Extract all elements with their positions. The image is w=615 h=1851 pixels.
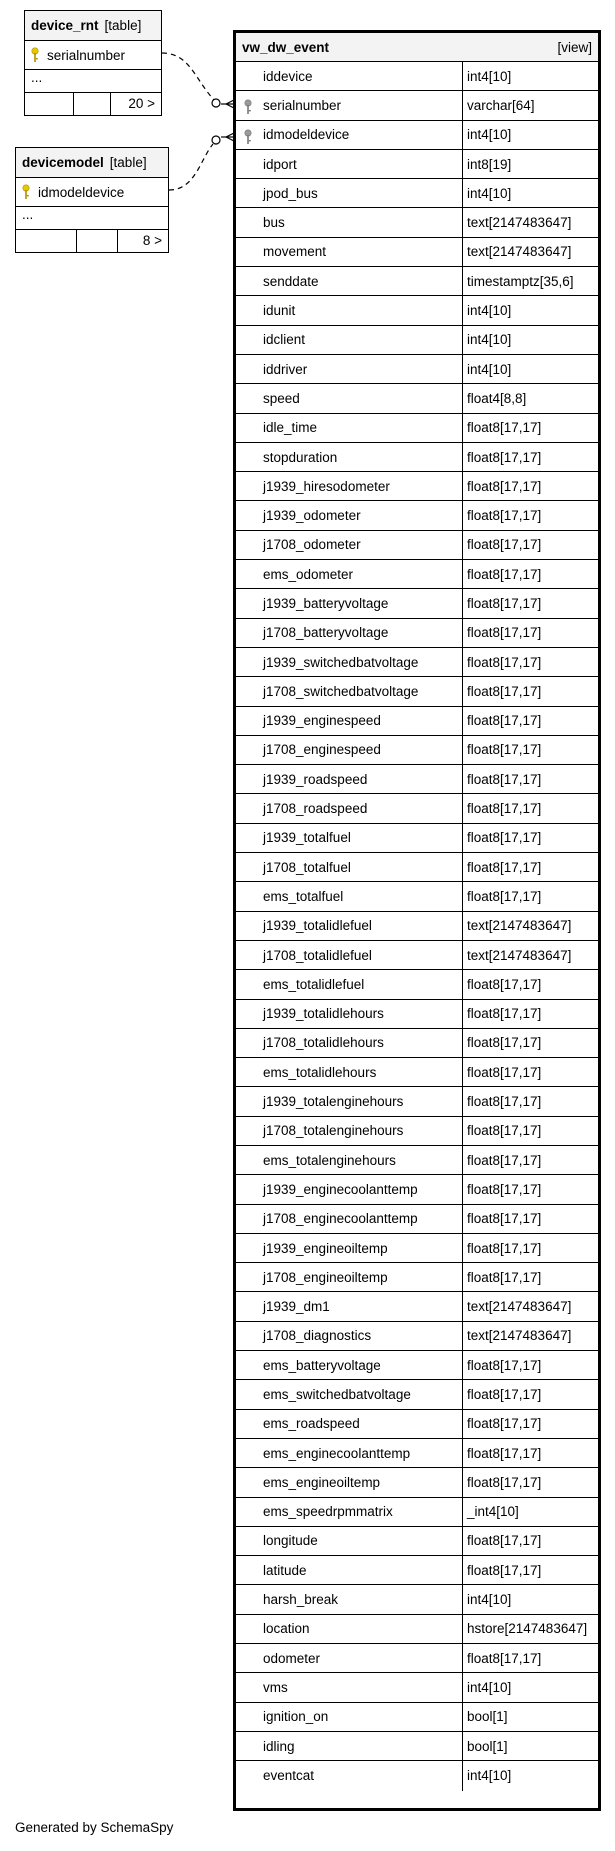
column-name: ems_switchedbatvoltage <box>263 1387 411 1402</box>
table-name: device_rnt <box>31 18 99 33</box>
view-vw-dw-event[interactable] <box>233 30 601 1811</box>
column-name: j1939_engineoiltemp <box>263 1240 388 1256</box>
column-name-cell <box>236 472 463 500</box>
column-type: text[2147483647] <box>467 1299 572 1315</box>
column-row[interactable] <box>236 882 598 911</box>
column-type: float8[17,17] <box>467 1211 542 1227</box>
column-row[interactable] <box>236 62 598 91</box>
column-name: speed <box>263 390 300 406</box>
column-row[interactable] <box>236 1175 598 1204</box>
column-type: _int4[10] <box>467 1504 519 1520</box>
column-row[interactable] <box>236 1087 598 1116</box>
column-name-cell <box>236 882 463 910</box>
column-row[interactable] <box>236 648 598 677</box>
column-type: float8[17,17] <box>467 1650 542 1666</box>
column-row[interactable] <box>236 208 598 237</box>
column-name-cell <box>236 414 463 442</box>
column-row[interactable] <box>236 355 598 384</box>
column-type: float8[17,17] <box>467 1269 542 1285</box>
column-row[interactable] <box>236 501 598 530</box>
column-name: j1708_totalenginehours <box>263 1123 404 1139</box>
column-name: j1708_enginecoolanttemp <box>263 1211 418 1227</box>
column-name: ems_roadspeed <box>263 1416 360 1432</box>
column-name: idunit <box>263 303 296 319</box>
column-type: float8[17,17] <box>467 888 542 904</box>
column-row[interactable] <box>236 794 598 823</box>
column-name: j1939_totalenginehours <box>263 1094 404 1110</box>
foreign-key-icon <box>244 129 252 145</box>
column-row[interactable] <box>236 736 598 765</box>
column-name-cell <box>236 707 463 735</box>
column-type: float8[17,17] <box>467 1240 542 1256</box>
column-row[interactable] <box>236 707 598 736</box>
column-type: float8[17,17] <box>467 742 542 758</box>
column-name-cell <box>236 1556 463 1584</box>
view-type: [view] <box>557 39 592 55</box>
column-type: text[2147483647] <box>467 1328 572 1344</box>
column-row[interactable] <box>236 589 598 618</box>
column-type: varchar[64] <box>467 97 535 113</box>
column-row[interactable] <box>236 443 598 472</box>
column-type: float8[17,17] <box>467 1006 542 1022</box>
column-type: float8[17,17] <box>467 1416 542 1432</box>
column-name: iddriver <box>263 361 308 377</box>
column-row[interactable] <box>236 1058 598 1087</box>
column-row[interactable] <box>236 1644 598 1673</box>
column-row[interactable] <box>236 1351 598 1380</box>
table-footer <box>16 230 168 252</box>
column-name: j1939_dm1 <box>263 1299 330 1315</box>
column-name: movement <box>263 244 327 260</box>
column-name: eventcat <box>263 1768 315 1784</box>
key-column-name: serialnumber <box>47 47 126 63</box>
column-type: text[2147483647] <box>467 244 572 260</box>
column-name-cell <box>236 1205 463 1233</box>
column-type: text[2147483647] <box>467 918 572 934</box>
column-row[interactable] <box>236 912 598 941</box>
column-row[interactable] <box>236 765 598 794</box>
column-name-cell <box>236 150 463 178</box>
column-row[interactable] <box>236 1029 598 1058</box>
column-row[interactable] <box>236 179 598 208</box>
column-type: float8[17,17] <box>467 771 542 787</box>
column-name-cell <box>236 384 463 412</box>
column-name-cell <box>236 1263 463 1291</box>
column-name-cell <box>236 853 463 881</box>
column-row[interactable] <box>236 824 598 853</box>
column-row[interactable] <box>236 1410 598 1439</box>
column-type: float8[17,17] <box>467 1387 542 1402</box>
column-name: j1708_engineoiltemp <box>263 1269 388 1285</box>
column-name: j1708_totalidlehours <box>263 1035 384 1051</box>
column-row[interactable] <box>236 1234 598 1263</box>
column-name: idclient <box>263 332 306 348</box>
column-row[interactable] <box>236 1703 598 1732</box>
column-name: ems_engineoiltemp <box>263 1474 381 1490</box>
column-row[interactable] <box>236 414 598 443</box>
column-type: text[2147483647] <box>467 947 572 963</box>
column-name-cell <box>236 179 463 207</box>
column-row[interactable] <box>236 296 598 325</box>
column-name: ems_enginecoolanttemp <box>263 1445 411 1461</box>
column-type: bool[1] <box>467 1738 508 1754</box>
column-name: j1708_enginespeed <box>263 742 381 758</box>
column-type: float8[17,17] <box>467 654 542 670</box>
children-count: 8 > <box>142 233 162 248</box>
column-row[interactable] <box>236 1498 598 1527</box>
column-row[interactable] <box>236 970 598 999</box>
column-row[interactable] <box>236 1615 598 1644</box>
column-name-cell <box>236 1117 463 1145</box>
table-type: [table] <box>104 18 142 33</box>
table-type: [table] <box>109 155 147 170</box>
column-name-cell <box>236 677 463 705</box>
link-idmodeldevice <box>169 144 213 190</box>
column-type: float8[17,17] <box>467 566 542 582</box>
column-name: ems_totalidlehours <box>263 1064 377 1080</box>
column-row[interactable] <box>236 853 598 882</box>
column-name: ems_odometer <box>263 566 354 582</box>
column-name-cell <box>236 1761 463 1790</box>
column-name-cell <box>236 941 463 969</box>
column-row[interactable] <box>236 326 598 355</box>
column-name: bus <box>263 215 285 231</box>
column-row[interactable] <box>236 384 598 413</box>
column-name: ems_totalidlefuel <box>263 976 365 992</box>
column-name-cell <box>236 1175 463 1203</box>
column-name-cell <box>236 1292 463 1320</box>
column-name: longitude <box>263 1533 318 1549</box>
column-name: idport <box>263 156 297 172</box>
column-row[interactable] <box>236 91 598 120</box>
column-name: odometer <box>263 1650 321 1666</box>
column-type: int4[10] <box>467 1592 512 1608</box>
column-name-cell <box>236 589 463 617</box>
column-name-cell <box>236 501 463 529</box>
column-name-cell <box>236 355 463 383</box>
view-header <box>236 33 598 62</box>
column-name: j1708_odometer <box>263 537 361 553</box>
column-name: j1708_batteryvoltage <box>263 625 389 641</box>
column-type: int4[10] <box>467 68 512 84</box>
column-name-cell <box>236 765 463 793</box>
column-name: j1708_totalfuel <box>263 859 351 875</box>
column-row[interactable] <box>236 238 598 267</box>
link-serialnumber <box>162 53 215 101</box>
column-name: ems_totalfuel <box>263 888 344 904</box>
column-row[interactable] <box>236 1439 598 1468</box>
column-row[interactable] <box>236 1380 598 1409</box>
column-name-cell <box>236 1380 463 1408</box>
more-columns: ... <box>25 70 161 93</box>
column-name: idling <box>263 1738 295 1754</box>
column-name: latitude <box>263 1562 307 1578</box>
column-type: int4[10] <box>467 332 512 348</box>
column-name: jpod_bus <box>263 185 318 201</box>
column-name-cell <box>236 267 463 295</box>
column-row[interactable] <box>236 531 598 560</box>
view-name: vw_dw_event <box>242 39 330 55</box>
column-name: j1939_odometer <box>263 508 361 524</box>
column-name-cell <box>236 1703 463 1731</box>
zero-circle-icon <box>212 99 220 107</box>
column-row[interactable] <box>236 1000 598 1029</box>
column-name-cell <box>236 1322 463 1350</box>
column-row[interactable] <box>236 1146 598 1175</box>
more-columns: ... <box>16 207 168 230</box>
column-name: ems_totalenginehours <box>263 1152 396 1168</box>
column-type: float8[17,17] <box>467 801 542 817</box>
column-row[interactable] <box>236 267 598 296</box>
column-type: hstore[2147483647] <box>467 1621 588 1637</box>
column-name-cell <box>236 296 463 324</box>
column-type: float8[17,17] <box>467 859 542 875</box>
zero-circle-icon <box>212 136 220 144</box>
column-type: float8[17,17] <box>467 713 542 729</box>
column-name: idle_time <box>263 420 318 436</box>
column-name: iddevice <box>263 68 313 84</box>
column-name-cell <box>236 62 463 90</box>
column-name: j1939_enginecoolanttemp <box>263 1181 418 1197</box>
column-name-cell <box>236 794 463 822</box>
column-row[interactable] <box>236 619 598 648</box>
column-name-cell <box>236 1527 463 1555</box>
column-row[interactable] <box>236 1292 598 1321</box>
column-name-cell <box>236 1351 463 1379</box>
column-type: float8[17,17] <box>467 1533 542 1549</box>
column-type: float8[17,17] <box>467 449 542 465</box>
column-type: float8[17,17] <box>467 478 542 494</box>
view-columns <box>236 62 598 1791</box>
column-name-cell <box>236 1234 463 1262</box>
column-type: float8[17,17] <box>467 1123 542 1139</box>
column-name: vms <box>263 1679 288 1695</box>
column-type: float8[17,17] <box>467 830 542 846</box>
column-name-cell <box>236 970 463 998</box>
column-name-cell <box>236 1058 463 1086</box>
column-name-cell <box>236 1732 463 1760</box>
column-type: int4[10] <box>467 1768 512 1784</box>
column-name: ignition_on <box>263 1709 329 1725</box>
column-type: float8[17,17] <box>467 508 542 524</box>
column-row[interactable] <box>236 121 598 150</box>
column-type: float4[8,8] <box>467 390 527 406</box>
column-type: int4[10] <box>467 303 512 319</box>
column-name-cell <box>236 326 463 354</box>
column-row[interactable] <box>236 1468 598 1497</box>
column-type: int4[10] <box>467 1679 512 1695</box>
column-name-cell <box>236 560 463 588</box>
column-type: float8[17,17] <box>467 1445 542 1461</box>
column-name-cell <box>236 1029 463 1057</box>
column-name-cell <box>236 619 463 647</box>
column-type: int8[19] <box>467 156 512 172</box>
column-type: int4[10] <box>467 361 512 377</box>
column-name-cell <box>236 824 463 852</box>
column-row[interactable] <box>236 1673 598 1702</box>
column-name-cell <box>236 91 463 119</box>
column-name-cell <box>236 1410 463 1438</box>
column-type: float8[17,17] <box>467 1064 542 1080</box>
column-row[interactable] <box>236 941 598 970</box>
column-row[interactable] <box>236 150 598 179</box>
column-name-cell <box>236 912 463 940</box>
column-type: float8[17,17] <box>467 625 542 641</box>
column-name-cell <box>236 1000 463 1028</box>
key-column-name: idmodeldevice <box>38 184 125 200</box>
column-name: j1939_roadspeed <box>263 771 368 787</box>
column-row[interactable] <box>236 560 598 589</box>
column-name-cell <box>236 1644 463 1672</box>
column-name-cell <box>236 1615 463 1643</box>
column-type: int4[10] <box>467 127 512 143</box>
column-type: float8[17,17] <box>467 1562 542 1578</box>
column-name-cell <box>236 531 463 559</box>
column-name: j1939_totalidlefuel <box>263 918 372 934</box>
column-name: senddate <box>263 273 319 289</box>
column-name-cell <box>236 1498 463 1526</box>
column-type: float8[17,17] <box>467 420 542 436</box>
column-row[interactable] <box>236 1527 598 1556</box>
column-name: j1939_totalfuel <box>263 830 351 846</box>
column-name-cell <box>236 1585 463 1613</box>
column-type: float8[17,17] <box>467 537 542 553</box>
column-type: int4[10] <box>467 185 512 201</box>
column-type: float8[17,17] <box>467 595 542 611</box>
column-name: ems_batteryvoltage <box>263 1357 381 1373</box>
column-name: ems_speedrpmmatrix <box>263 1504 393 1520</box>
column-row[interactable] <box>236 677 598 706</box>
column-type: float8[17,17] <box>467 1094 542 1110</box>
table-name: devicemodel <box>22 155 104 170</box>
column-name-cell <box>236 1468 463 1496</box>
column-name-cell <box>236 1673 463 1701</box>
column-name: location <box>263 1621 310 1637</box>
column-type: float8[17,17] <box>467 1474 542 1490</box>
column-name: j1708_diagnostics <box>263 1328 372 1344</box>
column-name-cell <box>236 736 463 764</box>
column-type: text[2147483647] <box>467 215 572 231</box>
column-row[interactable] <box>236 1585 598 1614</box>
column-name-cell <box>236 121 463 149</box>
column-type: float8[17,17] <box>467 1357 542 1373</box>
column-row[interactable] <box>236 1732 598 1761</box>
column-name: j1939_switchedbatvoltage <box>263 654 419 670</box>
column-row[interactable] <box>236 472 598 501</box>
column-type: float8[17,17] <box>467 976 542 992</box>
column-name: serialnumber <box>263 97 342 113</box>
column-name-cell <box>236 238 463 266</box>
column-name: harsh_break <box>263 1592 339 1608</box>
column-row[interactable] <box>236 1263 598 1292</box>
column-name-cell <box>236 1146 463 1174</box>
column-name-cell <box>236 648 463 676</box>
column-name: j1708_roadspeed <box>263 801 368 817</box>
column-type: float8[17,17] <box>467 1035 542 1051</box>
column-type: timestamptz[35,6] <box>467 273 574 289</box>
column-name: j1939_batteryvoltage <box>263 595 389 611</box>
column-name-cell <box>236 1087 463 1115</box>
generated-by-footer: Generated by SchemaSpy <box>15 1820 174 1835</box>
column-row[interactable] <box>236 1761 598 1790</box>
column-name-cell <box>236 208 463 236</box>
column-name: stopduration <box>263 449 338 465</box>
column-name-cell <box>236 443 463 471</box>
column-name: idmodeldevice <box>263 127 350 143</box>
column-name: j1939_totalidlehours <box>263 1006 384 1022</box>
column-name-cell <box>236 1439 463 1467</box>
foreign-key-icon <box>244 99 252 115</box>
column-name: j1939_enginespeed <box>263 713 381 729</box>
column-name: j1939_hiresodometer <box>263 478 390 494</box>
column-type: float8[17,17] <box>467 683 542 699</box>
column-name: j1708_totalidlefuel <box>263 947 372 963</box>
column-name: j1708_switchedbatvoltage <box>263 683 419 699</box>
column-row[interactable] <box>236 1205 598 1234</box>
column-type: float8[17,17] <box>467 1152 542 1168</box>
column-row[interactable] <box>236 1117 598 1146</box>
column-row[interactable] <box>236 1322 598 1351</box>
column-row[interactable] <box>236 1556 598 1585</box>
column-type: bool[1] <box>467 1709 508 1725</box>
children-count: 20 > <box>128 96 155 111</box>
column-type: float8[17,17] <box>467 1181 542 1197</box>
